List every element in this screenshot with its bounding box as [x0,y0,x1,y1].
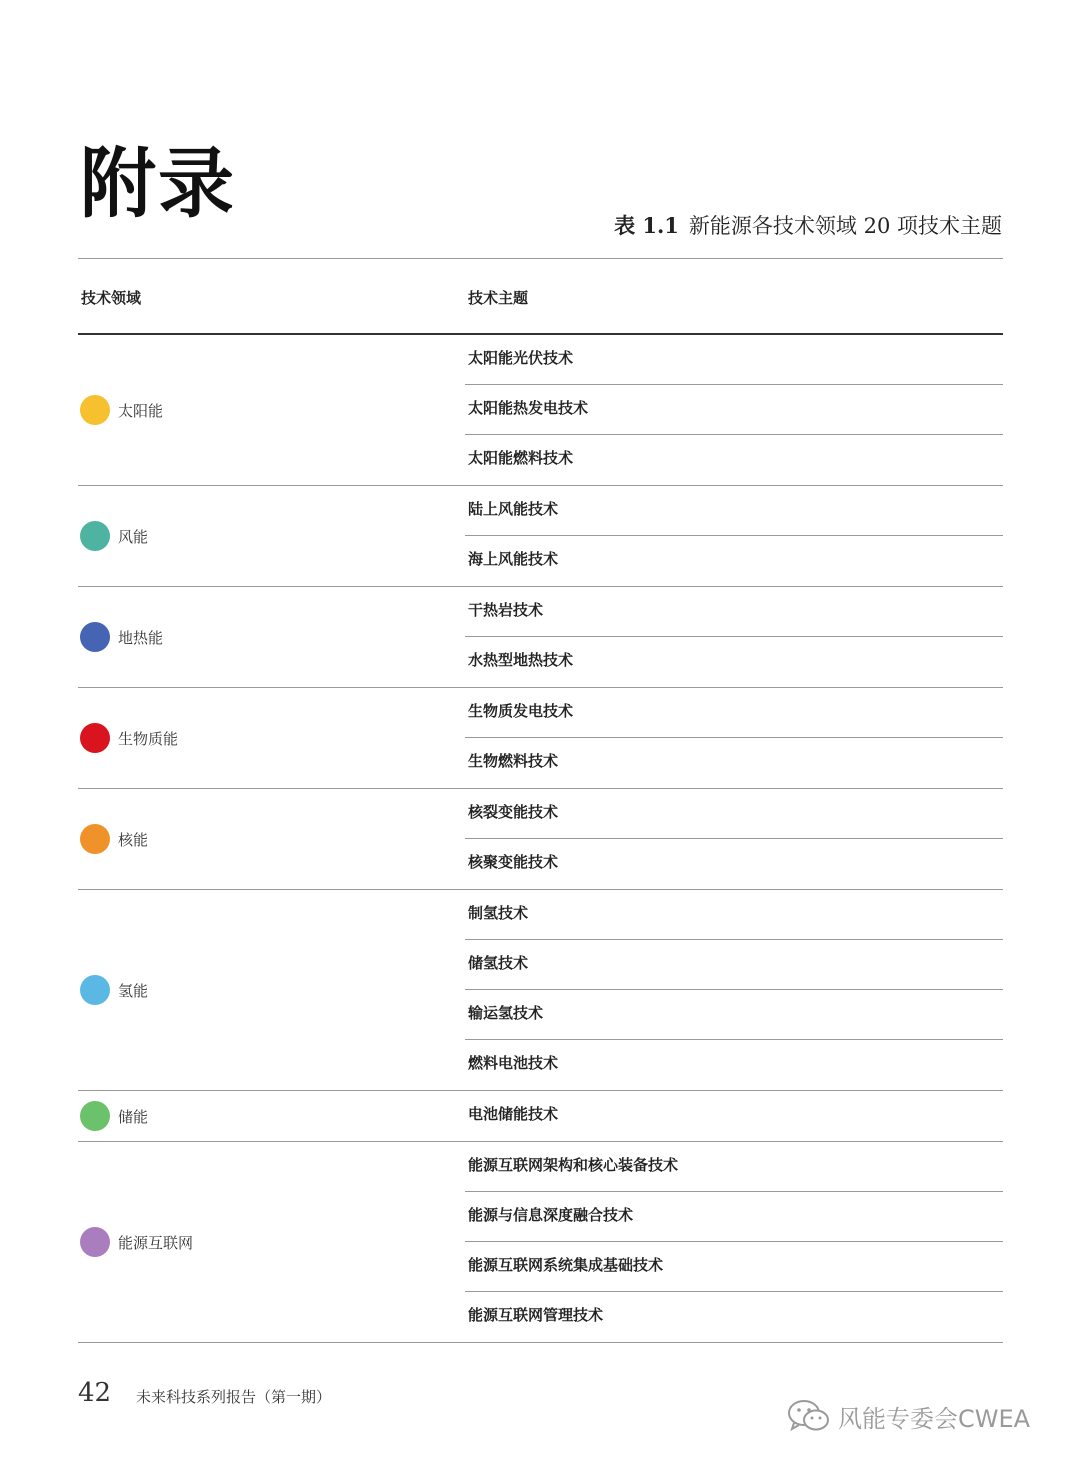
topic-cell: 储氢技术 [465,940,1003,990]
table-group [78,890,1003,1091]
topic-cell: 太阳能热发电技术 [465,385,1003,435]
table-group [78,1142,1003,1343]
domain-name: 地热能 [118,628,164,647]
domain-name: 氢能 [118,981,149,1000]
topic-list [465,890,1003,1090]
wechat-icon [786,1398,832,1434]
domain-color-dot [80,1227,110,1257]
domain-name: 风能 [118,527,149,546]
column-header-domain: 技术领域 [81,289,142,307]
watermark [786,1398,1030,1434]
domain-color-dot [80,521,110,551]
topic-list [465,486,1003,586]
table-number: 表 1.1 [614,213,679,238]
topic-cell: 海上风能技术 [468,550,559,568]
topic-list [465,688,1003,788]
page-title: 附录 [80,139,236,228]
table-body [78,335,1003,1343]
topic-list [465,335,1003,485]
domain-color-dot [80,395,110,425]
topic-cell: 能源与信息深度融合技术 [465,1192,1003,1242]
topic-cell: 水热型地热技术 [468,651,574,669]
domain-cell [80,486,148,586]
table-header [78,258,1003,335]
topic-cell: 核聚变能技术 [468,853,559,871]
domain-name: 能源互联网 [118,1233,194,1252]
topic-cell: 太阳能燃料技术 [468,449,574,467]
column-header-topic: 技术主题 [468,289,529,307]
table-group [78,1091,1003,1142]
domain-color-dot [80,622,110,652]
topic-cell: 燃料电池技术 [468,1054,559,1072]
topic-list [465,587,1003,687]
domain-color-dot [80,1101,110,1131]
page-number: 42 [78,1378,112,1408]
domain-color-dot [80,975,110,1005]
table-group [78,789,1003,890]
topic-cell: 制氢技术 [465,890,1003,940]
report-title: 未来科技系列报告（第一期） [136,1388,332,1406]
topic-cell: 干热岩技术 [465,587,1003,637]
domain-cell [80,587,163,687]
domain-color-dot [80,824,110,854]
table-group [78,486,1003,587]
domain-name: 生物质能 [118,729,179,748]
domain-cell [80,789,148,889]
table-caption [614,210,1002,240]
topic-cell: 生物燃料技术 [468,752,559,770]
topic-cell: 能源互联网系统集成基础技术 [465,1242,1003,1292]
topic-cell: 输运氢技术 [465,990,1003,1040]
domain-name: 储能 [118,1107,149,1126]
topic-list [465,1142,1003,1342]
topic-list [465,789,1003,889]
table-group [78,688,1003,789]
domain-cell [80,1091,148,1141]
table-group [78,335,1003,486]
domain-cell [80,890,148,1090]
topic-cell: 能源互联网管理技术 [468,1306,604,1324]
tech-topics-table [78,258,1003,1343]
table-title: 新能源各技术领域 20 项技术主题 [688,214,1002,238]
domain-name: 太阳能 [118,401,164,420]
topic-cell: 能源互联网架构和核心装备技术 [465,1142,1003,1192]
topic-cell: 核裂变能技术 [465,789,1003,839]
domain-color-dot [80,723,110,753]
topic-cell: 生物质发电技术 [465,688,1003,738]
watermark-text: 风能专委会CWEA [838,1404,1031,1433]
domain-name: 核能 [118,830,149,849]
topic-cell: 太阳能光伏技术 [465,335,1003,385]
topic-cell: 陆上风能技术 [465,486,1003,536]
topic-cell: 电池储能技术 [468,1105,559,1123]
domain-cell [80,1142,193,1342]
table-group [78,587,1003,688]
topic-list [465,1091,1003,1141]
domain-cell [80,335,163,485]
domain-cell [80,688,178,788]
